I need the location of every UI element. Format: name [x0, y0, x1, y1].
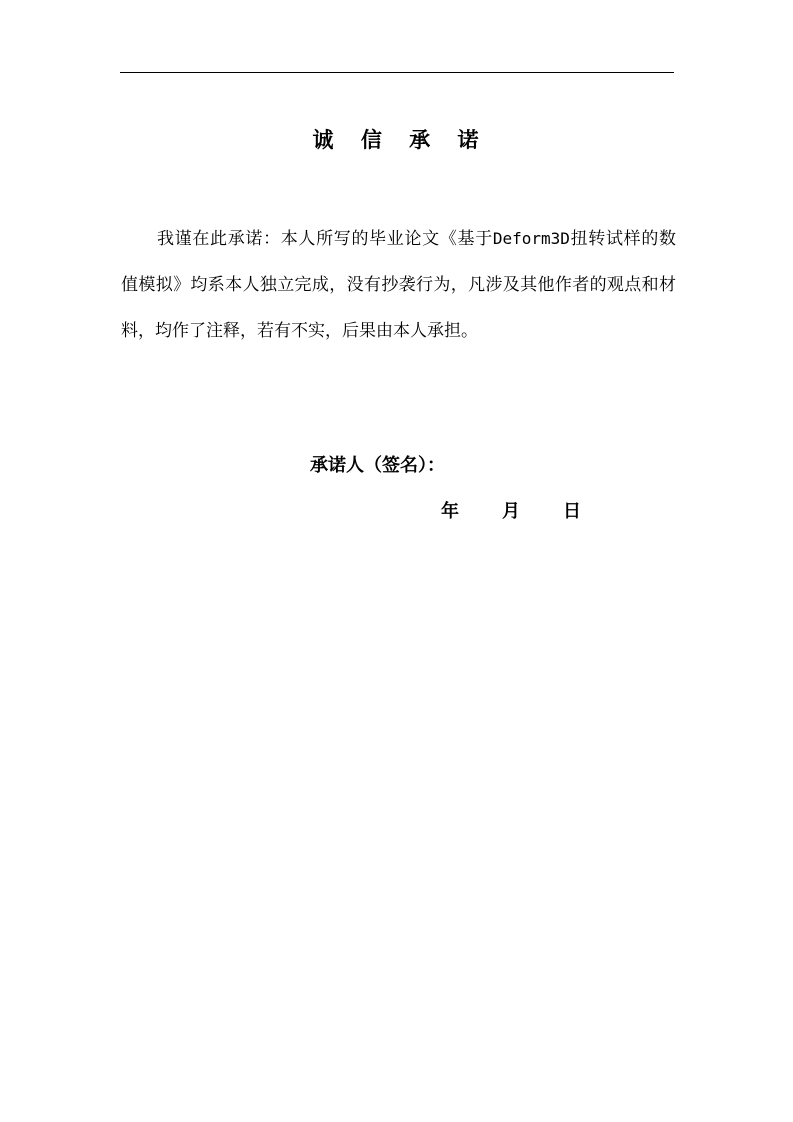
date-day-label: 日: [563, 501, 581, 522]
pledge-software-name: Deform3D: [492, 229, 570, 248]
pledge-text-part-1: 我谨在此承诺：本人所写的毕业论文《基于: [157, 229, 493, 249]
date-year-label: 年: [441, 501, 459, 522]
date-month-label: 月: [502, 501, 520, 522]
pledge-text-part-2: 扭转试样的数值模拟》均系本人独立完成，没有抄袭行为，凡涉及其他作者的观点和材料，均作了注释，若有不实，后果由本人承担。: [121, 229, 677, 341]
header-rule: [120, 72, 674, 73]
signature-label: 承诺人（签名）：: [310, 455, 445, 476]
pledge-paragraph: [121, 216, 676, 354]
page-title: 诚 信 承 诺: [312, 128, 489, 152]
